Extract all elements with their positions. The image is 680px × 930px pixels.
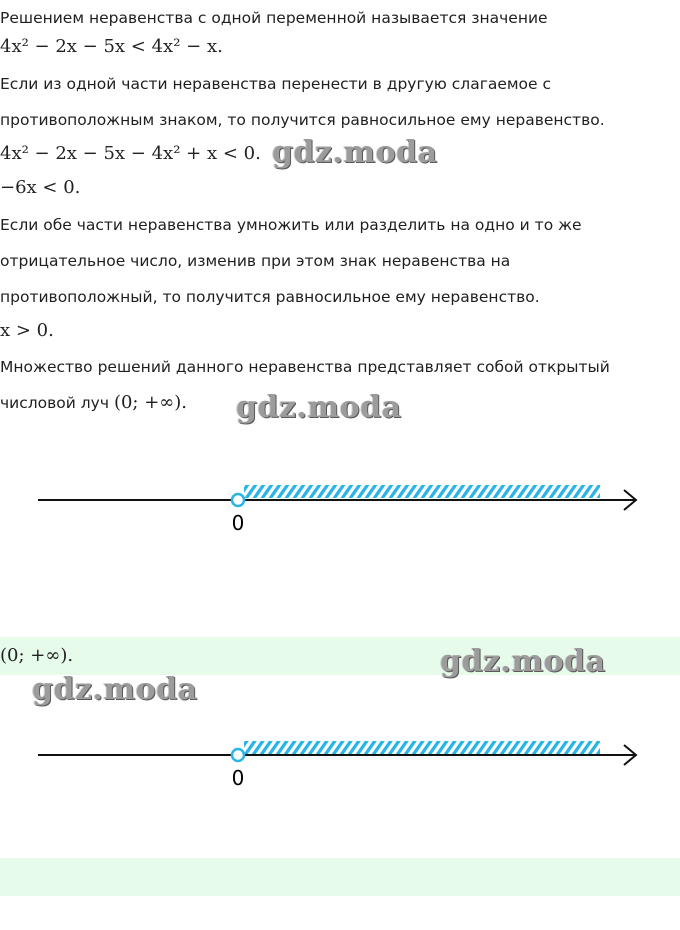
solution-ray: (0; +∞). <box>113 392 188 413</box>
solution-set-line1: Множество решений данного неравенства представляет собой открытый <box>0 358 610 376</box>
definition-text: Решением неравенства с одной переменной называется значение <box>0 9 548 27</box>
inequality-transferred: 4x² − 2x − 5x − 4x² + x < 0. <box>0 143 261 164</box>
watermark-logo: gdz.moda <box>32 672 198 707</box>
watermark-logo: gdz.moda <box>272 135 438 170</box>
footer-band <box>0 858 680 896</box>
watermark-logo: gdz.moda <box>236 390 402 425</box>
open-point-zero <box>232 749 244 761</box>
answer-ray: (0; +∞). <box>0 645 74 666</box>
number-line-answer <box>0 725 680 795</box>
inequality-solution: x > 0. <box>0 320 54 341</box>
solution-set-line2 <box>0 393 187 413</box>
inequality-simplified: −6x < 0. <box>0 177 81 198</box>
open-point-zero <box>232 494 244 506</box>
multiply-rule-line1: Если обе части неравенства умножить или разделить на одно и то же <box>0 216 582 234</box>
transfer-rule-line1: Если из одной части неравенства перенести в другую слагаемое с <box>0 75 552 93</box>
multiply-rule-line3: противоположный, то получится равносильное ему неравенство. <box>0 288 540 306</box>
solution-hatching <box>244 741 600 754</box>
watermark-logo: gdz.moda <box>440 644 606 679</box>
solution-set-label: числовой луч <box>0 394 109 412</box>
inequality-original: 4x² − 2x − 5x < 4x² − x. <box>0 36 223 57</box>
transfer-rule-line2: противоположным знаком, то получится равносильное ему неравенство. <box>0 111 605 129</box>
multiply-rule-line2: отрицательное число, изменив при этом знак неравенства на <box>0 252 511 270</box>
origin-label: 0 <box>231 766 245 790</box>
number-line <box>0 470 680 540</box>
solution-hatching <box>244 485 600 498</box>
origin-label: 0 <box>231 511 245 535</box>
